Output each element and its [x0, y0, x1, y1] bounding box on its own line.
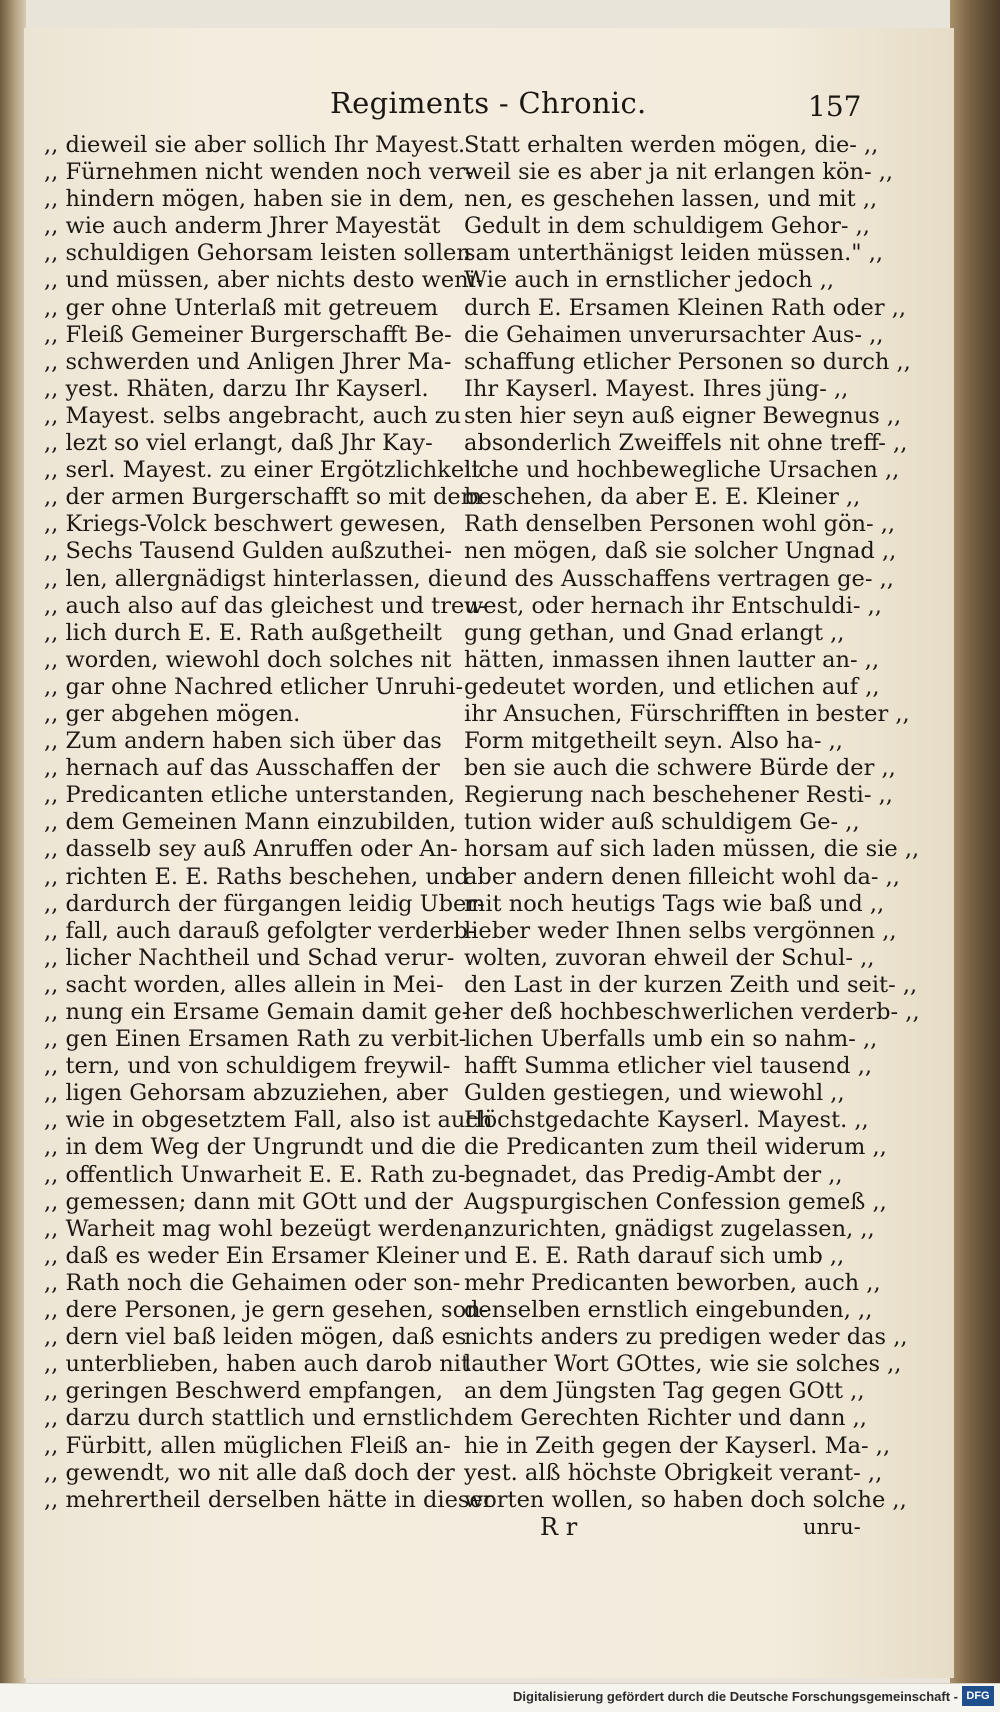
text-line: gung gethan, und Gnad erlangt ,,	[464, 619, 845, 646]
text-line: ,, Predicanten etliche unterstanden,	[44, 782, 456, 809]
text-line: ,, gen Einen Ersamen Rath zu verbit-	[44, 1026, 467, 1053]
text-line: nen, es geschehen lassen, und mit ,,	[464, 186, 878, 213]
text-line: ,, geringen Beschwerd empfangen,	[44, 1378, 444, 1405]
text-line: hafft Summa etlicher viel tausend ,,	[464, 1053, 873, 1080]
text-line: dem Gerechten Richter und dann ,,	[464, 1405, 867, 1432]
text-line: begnadet, das Predig-Ambt der ,,	[464, 1161, 843, 1188]
text-line: ,, dardurch der fürgangen leidig Uber-	[44, 890, 485, 917]
book-left-edge	[0, 0, 26, 1711]
text-line: ,, Zum andern haben sich über das	[44, 728, 442, 755]
text-line: ,, und müssen, aber nichts desto weni-	[44, 267, 484, 294]
text-line: ihr Ansuchen, Fürschrifften in bester ,,	[464, 700, 910, 727]
text-line: ,, schwerden und Anligen Jhrer Ma-	[44, 348, 452, 375]
text-line: mehr Predicanten beworben, auch ,,	[464, 1269, 881, 1296]
text-line: ,, mehrertheil derselben hätte in dieser	[44, 1486, 494, 1513]
text-line: ,, dem Gemeinen Mann einzubilden,	[44, 809, 457, 836]
text-line: Gulden gestiegen, und wiewohl ,,	[464, 1080, 845, 1107]
text-line: ,, dern viel baß leiden mögen, daß es	[44, 1324, 467, 1351]
text-line: die Gehaimen unverursachter Aus- ,,	[464, 321, 884, 348]
right-text-column	[464, 132, 920, 1514]
text-line: ,, nung ein Ersame Gemain damit ge-	[44, 999, 470, 1025]
text-line: nichts anders zu predigen weder das ,,	[464, 1324, 908, 1351]
text-line: ,, len, allergnädigst hinterlassen, die	[44, 565, 463, 592]
text-line: Rath denselben Personen wohl gön- ,,	[464, 511, 896, 538]
text-line: ,, Warheit mag wohl bezeügt werden,	[44, 1215, 471, 1242]
running-head: Regiments - Chronic.	[330, 86, 647, 120]
book-right-edge	[950, 0, 1000, 1711]
text-line: ,, licher Nachtheil und Schad verur-	[44, 944, 455, 971]
text-line: weil sie es aber ja nit erlangen kön- ,,	[464, 159, 894, 186]
text-line: ,, Rath noch die Gehaimen oder son-	[44, 1269, 461, 1296]
text-line: Form mitgetheilt seyn. Also ha- ,,	[464, 728, 843, 755]
text-line: ,, lezt so viel erlangt, daß Jhr Kay-	[44, 430, 433, 457]
page-number: 157	[808, 90, 862, 123]
text-line: anzurichten, gnädigst zugelassen, ,,	[464, 1215, 875, 1242]
text-line: denselben ernstlich eingebunden, ,,	[464, 1297, 873, 1324]
text-line: her deß hochbeschwerlichen verderb- ,,	[464, 999, 920, 1025]
text-line: west, oder hernach ihr Entschuldi- ,,	[464, 592, 882, 619]
text-line: ,, Sechs Tausend Gulden außzuthei-	[44, 538, 452, 565]
text-line: ,, wie auch anderm Jhrer Mayestät	[44, 213, 441, 240]
left-text-column	[44, 132, 494, 1514]
text-line: ,, in dem Weg der Ungrundt und die	[44, 1134, 456, 1161]
text-line: Statt erhalten werden mögen, die- ,,	[464, 132, 879, 158]
text-line: wolten, zuvoran ehweil der Schul- ,,	[464, 944, 875, 971]
text-line: ,, gemessen; dann mit GOtt und der	[44, 1188, 453, 1215]
text-line: ,, yest. Rhäten, darzu Ihr Kayserl.	[44, 375, 429, 402]
text-line: horsam auf sich laden müssen, die sie ,,	[464, 836, 920, 863]
text-line: ,, worden, wiewohl doch solches nit	[44, 646, 452, 673]
text-line: und des Ausschaffens vertragen ge- ,,	[464, 565, 894, 592]
text-line: Wie auch in ernstlicher jedoch ,,	[464, 267, 835, 294]
text-line: ,, tern, und von schuldigem freywil-	[44, 1053, 451, 1080]
text-line: yest. alß höchste Obrigkeit verant- ,,	[464, 1459, 883, 1486]
signature-mark: R r	[540, 1513, 578, 1541]
text-line: ,, offentlich Unwarheit E. E. Rath zu-	[44, 1161, 466, 1188]
text-line: schaffung etlicher Personen so durch ,,	[464, 348, 911, 375]
text-line: ,, wie in obgesetztem Fall, also ist auch	[44, 1107, 493, 1134]
text-line: durch E. Ersamen Kleinen Rath oder ,,	[464, 294, 907, 321]
text-line: ,, lich durch E. E. Rath außgetheilt	[44, 619, 442, 646]
text-line: ,, unterblieben, haben auch darob nit	[44, 1351, 470, 1378]
text-line: worten wollen, so haben doch solche ,,	[464, 1486, 907, 1513]
text-line: ,, dieweil sie aber sollich Ihr Mayest.	[44, 132, 466, 158]
text-line: ,, auch also auf das gleichest und treu-	[44, 592, 487, 619]
text-line: die Predicanten zum theil widerum ,,	[464, 1134, 887, 1161]
text-line: tution wider auß schuldigem Ge- ,,	[464, 809, 860, 836]
text-line: ,, hindern mögen, haben sie in dem,	[44, 186, 455, 213]
text-line: Augspurgischen Confession gemeß ,,	[464, 1188, 887, 1215]
text-line: ,, gar ohne Nachred etlicher Unruhi-	[44, 673, 464, 700]
text-line: ,, ligen Gehorsam abzuziehen, aber	[44, 1080, 448, 1107]
text-line: Ihr Kayserl. Mayest. Ihres jüng- ,,	[464, 375, 849, 402]
text-line: ,, dere Personen, je gern gesehen, son-	[44, 1297, 489, 1324]
text-line: ,, Fürnehmen nicht wenden noch ver-	[44, 159, 473, 186]
text-line: ,, Mayest. selbs angebracht, auch zu	[44, 402, 462, 429]
text-line: gedeutet worden, und etlichen auf ,,	[464, 673, 880, 700]
text-line: ,, darzu durch stattlich und ernstlich	[44, 1405, 464, 1432]
text-line: ,, ger abgehen mögen.	[44, 700, 301, 727]
text-line: liche und hochbewegliche Ursachen ,,	[464, 457, 900, 484]
text-line: ,, ger ohne Unterlaß mit getreuem	[44, 294, 439, 321]
text-line: sten hier seyn auß eigner Bewegnus ,,	[464, 402, 902, 429]
text-line: ,, richten E. E. Raths beschehen, und	[44, 863, 469, 890]
text-line: ,, sacht worden, alles allein in Mei-	[44, 971, 444, 998]
text-line: ,, fall, auch darauß gefolgter verderb-	[44, 917, 476, 944]
text-line: absonderlich Zweiffels nit ohne treff- ,,	[464, 430, 908, 457]
text-line: sam unterthänigst leiden müssen." ,,	[464, 240, 884, 267]
text-line: ,, Kriegs-Volck beschwert gewesen,	[44, 511, 447, 538]
dfg-logo: DFG	[962, 1686, 994, 1706]
text-line: ,, hernach auf das Ausschaffen der	[44, 755, 440, 782]
text-line: ben sie auch die schwere Bürde der ,,	[464, 755, 896, 782]
text-line: hie in Zeith gegen der Kayserl. Ma- ,,	[464, 1432, 891, 1459]
text-line: an dem Jüngsten Tag gegen GOtt ,,	[464, 1378, 865, 1405]
text-line: ,, Fleiß Gemeiner Burgerschafft Be-	[44, 321, 452, 348]
text-line: lauther Wort GOttes, wie sie solches ,,	[464, 1351, 902, 1378]
text-line: ,, Fürbitt, allen müglichen Fleiß an-	[44, 1432, 451, 1459]
text-line: ,, gewendt, wo nit alle daß doch der	[44, 1459, 455, 1486]
text-line: den Last in der kurzen Zeith und seit- ,,	[464, 971, 918, 998]
text-line: hätten, inmassen ihnen lautter an- ,,	[464, 646, 880, 673]
text-line: ,, der armen Burgerschafft so mit dem	[44, 484, 483, 511]
text-line: ,, schuldigen Gehorsam leisten sollen	[44, 240, 471, 267]
catchword: unru-	[803, 1515, 861, 1539]
text-line: Höchstgedachte Kayserl. Mayest. ,,	[464, 1107, 869, 1134]
digitization-credit-text: Digitalisierung gefördert durch die Deutsche Forschungsgemeinschaft -	[513, 1689, 958, 1704]
text-line: Gedult in dem schuldigem Gehor- ,,	[464, 213, 870, 240]
text-line: beschehen, da aber E. E. Kleiner ,,	[464, 484, 861, 511]
text-line: ,, daß es weder Ein Ersamer Kleiner	[44, 1242, 459, 1269]
text-line: lichen Uberfalls umb ein so nahm- ,,	[464, 1026, 878, 1053]
text-line: und E. E. Rath darauf sich umb ,,	[464, 1242, 845, 1269]
text-line: ,, dasselb sey auß Anruffen oder An-	[44, 836, 458, 863]
text-line: mit noch heutigs Tags wie baß und ,,	[464, 890, 885, 917]
text-line: Regierung nach beschehener Resti- ,,	[464, 782, 893, 809]
text-line: nen mögen, daß sie solcher Ungnad ,,	[464, 538, 897, 565]
text-line: ,, serl. Mayest. zu einer Ergötzlichkeit	[44, 457, 481, 484]
text-line: lieber weder Ihnen selbs vergönnen ,,	[464, 917, 897, 944]
text-line: aber andern denen filleicht wohl da- ,,	[464, 863, 900, 890]
